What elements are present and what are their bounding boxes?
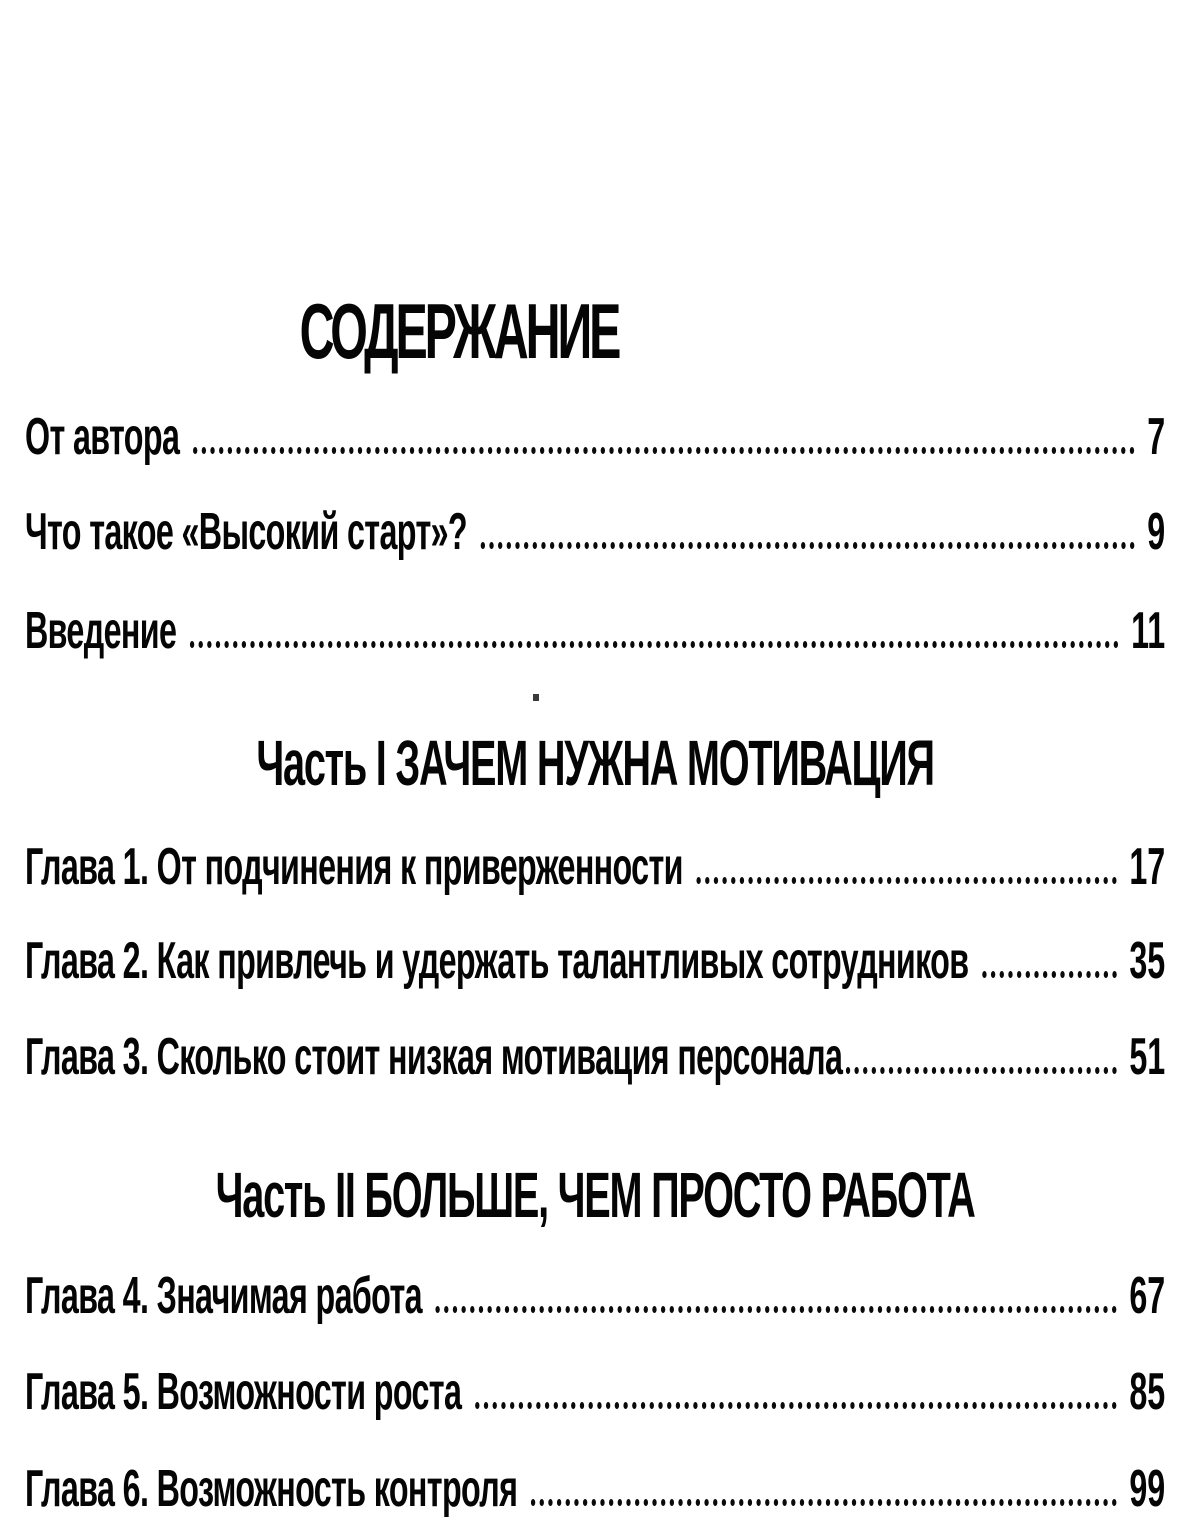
- toc-entry-label: Что такое «Высокий старт»?: [25, 503, 468, 561]
- toc-entry-page: 7: [1147, 408, 1166, 466]
- toc-entry: [25, 1028, 1166, 1086]
- toc-entry: [25, 932, 1166, 990]
- toc-entry-page: 11: [1131, 602, 1166, 660]
- page-title: СОДЕРЖАНИЕ: [299, 287, 619, 375]
- dot-leader: [190, 641, 1119, 648]
- toc-entry-page: 99: [1129, 1460, 1166, 1518]
- toc-entry-page: 9: [1147, 503, 1166, 561]
- toc-entry: [25, 1267, 1166, 1325]
- dot-leader: [982, 971, 1117, 978]
- dot-leader: [475, 1402, 1117, 1409]
- toc-entry-page: 35: [1129, 932, 1166, 990]
- toc-entry-label: Глава 5. Возможности роста: [25, 1363, 462, 1421]
- toc-entry: [25, 602, 1166, 660]
- toc-entry: [25, 838, 1166, 896]
- toc-entry-page: 51: [1129, 1028, 1166, 1086]
- toc-entry-label: От автора: [25, 408, 180, 466]
- dot-leader: [696, 877, 1116, 884]
- toc-entry: [25, 1460, 1166, 1518]
- toc-entry: [25, 503, 1166, 561]
- toc-entry-label: Глава 1. От подчинения к приверженности: [25, 838, 683, 896]
- toc-entry: [25, 408, 1166, 466]
- toc-content: [25, 0, 1165, 1523]
- dot-leader: [531, 1499, 1117, 1506]
- part-heading: Часть I ЗАЧЕМ НУЖНА МОТИВАЦИЯ: [256, 727, 934, 799]
- dot-leader: [846, 1067, 1117, 1074]
- toc-entry-page: 67: [1129, 1267, 1166, 1325]
- toc-entry-label: Глава 2. Как привлечь и удержать талантливых сотрудников: [25, 932, 969, 990]
- toc-entry-label: Глава 4. Значимая работа: [25, 1267, 422, 1325]
- part-heading: Часть II БОЛЬШЕ, ЧЕМ ПРОСТО РАБОТА: [215, 1159, 975, 1231]
- dot-leader: [481, 542, 1135, 549]
- toc-entry-page: 85: [1129, 1363, 1166, 1421]
- dot-leader: [193, 447, 1135, 454]
- dot-leader: [436, 1306, 1117, 1313]
- toc-entry-label: Глава 6. Возможность контроля: [25, 1460, 518, 1518]
- toc-entry-page: 17: [1129, 838, 1166, 896]
- toc-entry: [25, 1363, 1166, 1421]
- toc-entry-label: Введение: [25, 602, 177, 660]
- stray-dot-mark: [533, 694, 539, 701]
- toc-entry-label: Глава 3. Сколько стоит низкая мотивация персонала: [25, 1028, 843, 1086]
